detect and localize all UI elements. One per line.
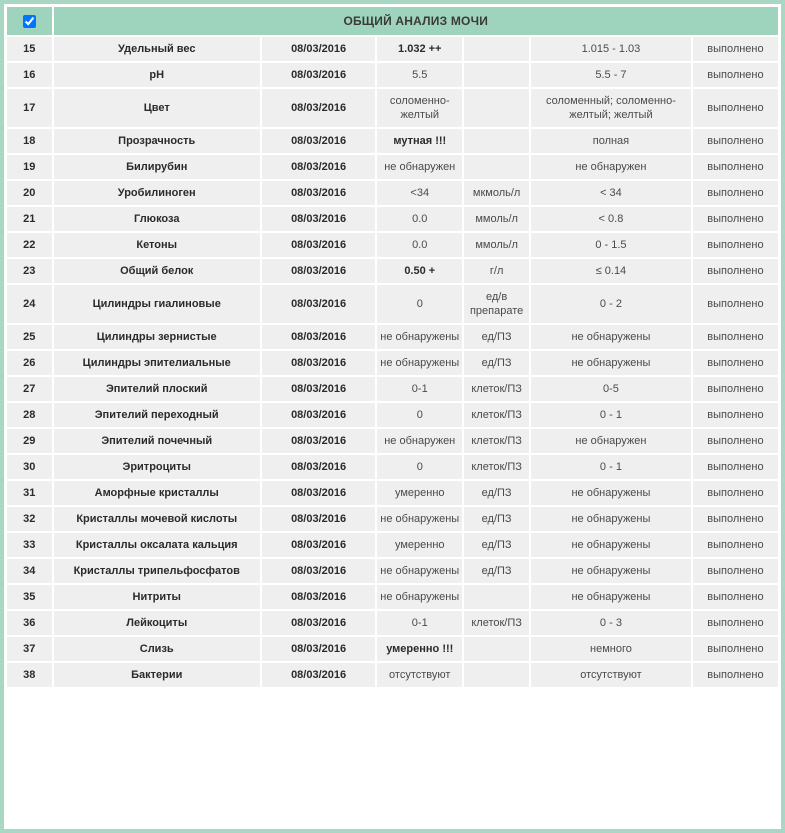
test-status: выполнено — [693, 611, 778, 635]
test-result: мутная !!! — [377, 129, 462, 153]
test-reference: не обнаружены — [531, 325, 691, 349]
table-row — [7, 351, 778, 375]
row-number: 22 — [7, 233, 52, 257]
test-status: выполнено — [693, 89, 778, 127]
row-number: 31 — [7, 481, 52, 505]
test-name: Цилиндры гиалиновые — [54, 285, 260, 323]
row-number: 15 — [7, 37, 52, 61]
test-units: ед/ПЗ — [464, 351, 529, 375]
test-reference: < 34 — [531, 181, 691, 205]
test-result: 0-1 — [377, 611, 462, 635]
test-date: 08/03/2016 — [262, 181, 375, 205]
test-status: выполнено — [693, 663, 778, 687]
section-checkbox-cell — [7, 7, 52, 35]
test-reference: не обнаружен — [531, 155, 691, 179]
test-name: Аморфные кристаллы — [54, 481, 260, 505]
test-date: 08/03/2016 — [262, 207, 375, 231]
row-number: 32 — [7, 507, 52, 531]
test-units: ммоль/л — [464, 207, 529, 231]
results-table-body — [7, 37, 778, 687]
table-row — [7, 37, 778, 61]
table-row — [7, 89, 778, 127]
test-units — [464, 663, 529, 687]
test-name: Эпителий почечный — [54, 429, 260, 453]
section-select-checkbox[interactable] — [23, 15, 36, 28]
test-result: не обнаружены — [377, 351, 462, 375]
test-name: Эпителий плоский — [54, 377, 260, 401]
test-name: Цилиндры зернистые — [54, 325, 260, 349]
test-date: 08/03/2016 — [262, 637, 375, 661]
test-units: ммоль/л — [464, 233, 529, 257]
results-table — [5, 5, 780, 689]
test-date: 08/03/2016 — [262, 481, 375, 505]
test-name: Кристаллы оксалата кальция — [54, 533, 260, 557]
test-name: Кетоны — [54, 233, 260, 257]
table-row — [7, 637, 778, 661]
test-name: pH — [54, 63, 260, 87]
test-date: 08/03/2016 — [262, 585, 375, 609]
table-row — [7, 285, 778, 323]
test-reference: не обнаружены — [531, 481, 691, 505]
test-date: 08/03/2016 — [262, 507, 375, 531]
test-status: выполнено — [693, 481, 778, 505]
table-row — [7, 129, 778, 153]
test-result: 0.0 — [377, 233, 462, 257]
test-status: выполнено — [693, 129, 778, 153]
test-units: ед/в препарате — [464, 285, 529, 323]
row-number: 18 — [7, 129, 52, 153]
test-result: не обнаружен — [377, 429, 462, 453]
row-number: 38 — [7, 663, 52, 687]
test-reference: немного — [531, 637, 691, 661]
test-result: не обнаружен — [377, 155, 462, 179]
test-reference: не обнаружены — [531, 533, 691, 557]
table-row — [7, 507, 778, 531]
test-date: 08/03/2016 — [262, 429, 375, 453]
row-number: 35 — [7, 585, 52, 609]
test-date: 08/03/2016 — [262, 63, 375, 87]
test-reference: 0 - 1.5 — [531, 233, 691, 257]
test-status: выполнено — [693, 559, 778, 583]
row-number: 24 — [7, 285, 52, 323]
test-reference: соломенный; соломенно-желтый; желтый — [531, 89, 691, 127]
test-units: ед/ПЗ — [464, 533, 529, 557]
row-number: 23 — [7, 259, 52, 283]
test-date: 08/03/2016 — [262, 663, 375, 687]
test-name: Лейкоциты — [54, 611, 260, 635]
row-number: 28 — [7, 403, 52, 427]
test-units: ед/ПЗ — [464, 325, 529, 349]
test-date: 08/03/2016 — [262, 351, 375, 375]
test-result: отсутствуют — [377, 663, 462, 687]
test-name: Эритроциты — [54, 455, 260, 479]
table-row — [7, 155, 778, 179]
test-date: 08/03/2016 — [262, 611, 375, 635]
row-number: 37 — [7, 637, 52, 661]
row-number: 26 — [7, 351, 52, 375]
row-number: 21 — [7, 207, 52, 231]
test-result: не обнаружены — [377, 507, 462, 531]
test-status: выполнено — [693, 155, 778, 179]
test-status: выполнено — [693, 285, 778, 323]
section-title-cell — [54, 7, 778, 35]
test-status: выполнено — [693, 351, 778, 375]
test-result: не обнаружены — [377, 325, 462, 349]
test-units — [464, 155, 529, 179]
row-number: 25 — [7, 325, 52, 349]
test-status: выполнено — [693, 377, 778, 401]
table-row — [7, 585, 778, 609]
test-units: г/л — [464, 259, 529, 283]
table-row — [7, 377, 778, 401]
test-date: 08/03/2016 — [262, 155, 375, 179]
test-result: не обнаружены — [377, 585, 462, 609]
test-status: выполнено — [693, 585, 778, 609]
row-number: 19 — [7, 155, 52, 179]
test-result: 0-1 — [377, 377, 462, 401]
test-result: <34 — [377, 181, 462, 205]
table-row — [7, 259, 778, 283]
test-status: выполнено — [693, 259, 778, 283]
test-status: выполнено — [693, 455, 778, 479]
test-status: выполнено — [693, 507, 778, 531]
test-status: выполнено — [693, 637, 778, 661]
test-reference: < 0.8 — [531, 207, 691, 231]
row-number: 33 — [7, 533, 52, 557]
test-units: клеток/ПЗ — [464, 377, 529, 401]
table-row — [7, 233, 778, 257]
table-row — [7, 533, 778, 557]
section-header-row — [7, 7, 778, 35]
test-result: 0 — [377, 455, 462, 479]
test-units: клеток/ПЗ — [464, 455, 529, 479]
table-row — [7, 63, 778, 87]
test-result: 0.0 — [377, 207, 462, 231]
test-status: выполнено — [693, 429, 778, 453]
test-units: мкмоль/л — [464, 181, 529, 205]
row-number: 17 — [7, 89, 52, 127]
test-reference: 0 - 2 — [531, 285, 691, 323]
test-status: выполнено — [693, 63, 778, 87]
test-result: соломенно-желтый — [377, 89, 462, 127]
test-result: 5.5 — [377, 63, 462, 87]
test-date: 08/03/2016 — [262, 285, 375, 323]
row-number: 29 — [7, 429, 52, 453]
row-number: 20 — [7, 181, 52, 205]
table-row — [7, 481, 778, 505]
test-status: выполнено — [693, 37, 778, 61]
test-name: Удельный вес — [54, 37, 260, 61]
test-date: 08/03/2016 — [262, 129, 375, 153]
table-row — [7, 663, 778, 687]
test-status: выполнено — [693, 233, 778, 257]
test-reference: 0 - 1 — [531, 403, 691, 427]
test-reference: полная — [531, 129, 691, 153]
test-date: 08/03/2016 — [262, 377, 375, 401]
test-date: 08/03/2016 — [262, 259, 375, 283]
row-number: 30 — [7, 455, 52, 479]
test-reference: не обнаружены — [531, 351, 691, 375]
test-date: 08/03/2016 — [262, 325, 375, 349]
test-units — [464, 89, 529, 127]
table-row — [7, 403, 778, 427]
test-date: 08/03/2016 — [262, 233, 375, 257]
test-units: клеток/ПЗ — [464, 429, 529, 453]
test-reference: 0 - 1 — [531, 455, 691, 479]
section-title: ОБЩИЙ АНАЛИЗ МОЧИ — [343, 13, 489, 28]
table-row — [7, 429, 778, 453]
test-status: выполнено — [693, 325, 778, 349]
test-status: выполнено — [693, 181, 778, 205]
table-row — [7, 181, 778, 205]
test-reference: 0 - 3 — [531, 611, 691, 635]
test-name: Эпителий переходный — [54, 403, 260, 427]
table-row — [7, 455, 778, 479]
test-status: выполнено — [693, 403, 778, 427]
test-name: Билирубин — [54, 155, 260, 179]
row-number: 27 — [7, 377, 52, 401]
row-number: 34 — [7, 559, 52, 583]
test-name: Глюкоза — [54, 207, 260, 231]
test-date: 08/03/2016 — [262, 533, 375, 557]
test-name: Цвет — [54, 89, 260, 127]
table-row — [7, 207, 778, 231]
table-row — [7, 559, 778, 583]
test-reference: не обнаружены — [531, 585, 691, 609]
test-status: выполнено — [693, 207, 778, 231]
test-units — [464, 129, 529, 153]
table-row — [7, 325, 778, 349]
test-units — [464, 63, 529, 87]
test-date: 08/03/2016 — [262, 37, 375, 61]
test-units — [464, 37, 529, 61]
test-date: 08/03/2016 — [262, 559, 375, 583]
test-name: Слизь — [54, 637, 260, 661]
test-reference: 0-5 — [531, 377, 691, 401]
test-result: 0 — [377, 285, 462, 323]
test-result: 1.032 ++ — [377, 37, 462, 61]
test-status: выполнено — [693, 533, 778, 557]
test-name: Общий белок — [54, 259, 260, 283]
test-name: Уробилиноген — [54, 181, 260, 205]
test-reference: не обнаружен — [531, 429, 691, 453]
test-date: 08/03/2016 — [262, 403, 375, 427]
test-name: Нитриты — [54, 585, 260, 609]
test-result: 0 — [377, 403, 462, 427]
test-name: Прозрачность — [54, 129, 260, 153]
test-reference: 1.015 - 1.03 — [531, 37, 691, 61]
test-result: умеренно — [377, 481, 462, 505]
test-reference: 5.5 - 7 — [531, 63, 691, 87]
test-date: 08/03/2016 — [262, 89, 375, 127]
test-result: умеренно !!! — [377, 637, 462, 661]
test-name: Цилиндры эпителиальные — [54, 351, 260, 375]
table-row — [7, 611, 778, 635]
test-units: ед/ПЗ — [464, 481, 529, 505]
test-units: клеток/ПЗ — [464, 403, 529, 427]
test-reference: ≤ 0.14 — [531, 259, 691, 283]
test-reference: не обнаружены — [531, 507, 691, 531]
test-result: 0.50 + — [377, 259, 462, 283]
row-number: 16 — [7, 63, 52, 87]
test-units: ед/ПЗ — [464, 559, 529, 583]
test-result: не обнаружены — [377, 559, 462, 583]
row-number: 36 — [7, 611, 52, 635]
test-name: Кристаллы трипельфосфатов — [54, 559, 260, 583]
test-reference: не обнаружены — [531, 559, 691, 583]
test-units — [464, 637, 529, 661]
test-units — [464, 585, 529, 609]
test-name: Кристаллы мочевой кислоты — [54, 507, 260, 531]
test-result: умеренно — [377, 533, 462, 557]
test-date: 08/03/2016 — [262, 455, 375, 479]
test-reference: отсутствуют — [531, 663, 691, 687]
test-units: ед/ПЗ — [464, 507, 529, 531]
test-units: клеток/ПЗ — [464, 611, 529, 635]
test-name: Бактерии — [54, 663, 260, 687]
